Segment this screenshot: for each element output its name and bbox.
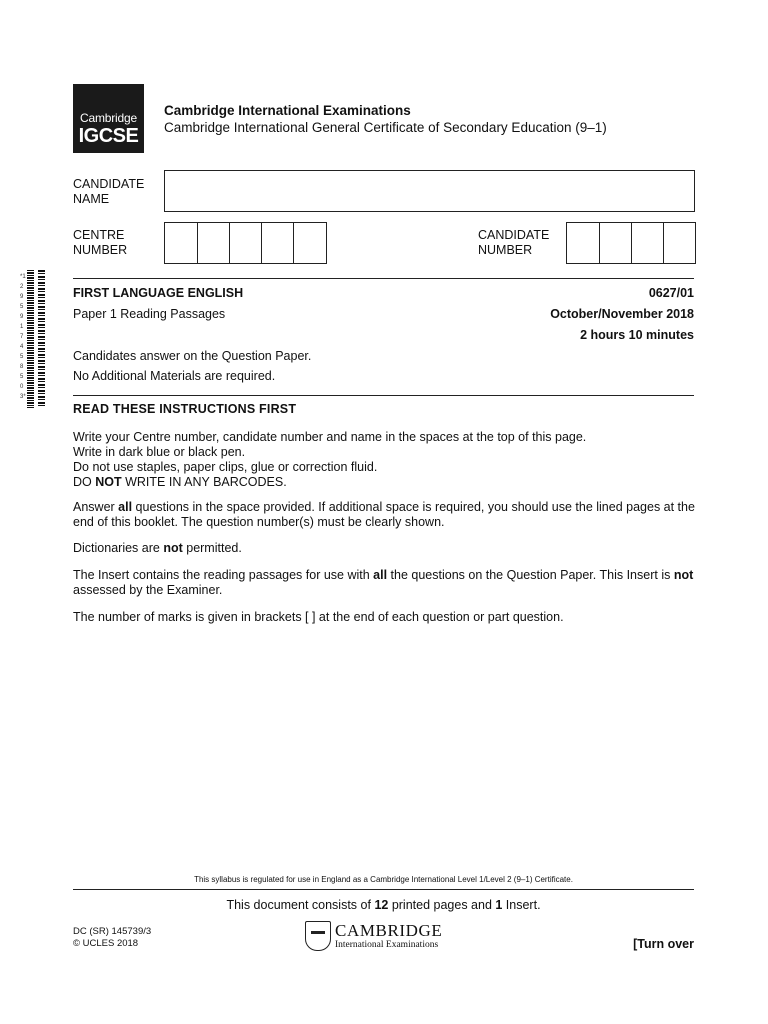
instruction-paragraph-insert bbox=[73, 568, 695, 598]
qualification-subtitle: Cambridge International General Certificate of Secondary Education (9–1) bbox=[164, 120, 607, 135]
centre-number-label-line2: NUMBER bbox=[73, 243, 128, 257]
cambridge-wordmark-sub: International Examinations bbox=[335, 940, 439, 950]
instructions-block-1 bbox=[73, 430, 695, 490]
centre-number-cell[interactable] bbox=[294, 223, 326, 263]
logo-line2: IGCSE bbox=[78, 125, 139, 147]
text-run: printed pages and bbox=[388, 898, 496, 912]
candidate-number-label-line2: NUMBER bbox=[478, 243, 533, 257]
centre-number-cell[interactable] bbox=[165, 223, 198, 263]
divider bbox=[73, 395, 694, 396]
divider bbox=[73, 278, 694, 279]
barcode-bars bbox=[38, 270, 45, 408]
text-run: DO bbox=[73, 475, 96, 489]
candidate-name-label bbox=[73, 177, 144, 207]
page-count-note bbox=[73, 898, 694, 912]
cambridge-wordmark: CAMBRIDGE bbox=[335, 921, 443, 940]
instruction-line: Do not use staples, paper clips, glue or correction fluid. bbox=[73, 460, 378, 474]
instruction-paragraph-marks: The number of marks is given in brackets [ ] at the end of each question or part question. bbox=[73, 610, 564, 624]
barcode-number: *1295917458503* bbox=[20, 274, 26, 400]
paper-name: Paper 1 Reading Passages bbox=[73, 307, 226, 321]
emphasis: not bbox=[163, 541, 183, 555]
cambridge-igcse-logo bbox=[73, 84, 144, 153]
text-run: This document consists of bbox=[226, 898, 375, 912]
candidate-name-label-line2: NAME bbox=[73, 192, 110, 206]
regulation-note: This syllabus is regulated for use in England as a Cambridge International Level 1/Level 2 (9–1) Certificate. bbox=[194, 875, 573, 884]
centre-number-field[interactable] bbox=[164, 222, 327, 264]
centre-number-label bbox=[73, 228, 127, 258]
text-run: questions in the space provided. If additional space is required, you should use the lined pages at the end of this booklet. The question number(s) must be clearly shown. bbox=[73, 500, 695, 529]
cambridge-logo bbox=[305, 921, 455, 953]
centre-number-cell[interactable] bbox=[230, 223, 262, 263]
candidate-name-label-line1: CANDIDATE bbox=[73, 177, 145, 191]
barcode bbox=[27, 270, 34, 408]
candidate-name-field[interactable] bbox=[164, 170, 695, 212]
candidate-number-cell[interactable] bbox=[567, 223, 600, 263]
emphasis: NOT bbox=[95, 475, 122, 489]
logo-line1: Cambridge bbox=[80, 111, 137, 125]
emphasis: 1 bbox=[495, 898, 503, 912]
candidate-number-cell[interactable] bbox=[600, 223, 632, 263]
centre-number-cell[interactable] bbox=[198, 223, 230, 263]
text-run: the questions on the Question Paper. This Insert is bbox=[387, 568, 674, 582]
candidate-number-label bbox=[478, 228, 549, 258]
divider bbox=[73, 889, 694, 890]
exam-board-title: Cambridge International Examinations bbox=[164, 103, 411, 118]
text-run: assessed by the Examiner. bbox=[73, 583, 223, 597]
text-run: WRITE IN ANY BARCODES. bbox=[121, 475, 287, 489]
exam-duration: 2 hours 10 minutes bbox=[580, 328, 694, 342]
instruction-paragraph-dictionaries bbox=[73, 541, 695, 556]
candidate-number-cell[interactable] bbox=[632, 223, 664, 263]
instruction-line: Write in dark blue or black pen. bbox=[73, 445, 246, 459]
emphasis: all bbox=[118, 500, 133, 514]
materials-note: No Additional Materials are required. bbox=[73, 369, 276, 383]
text-run: Answer bbox=[73, 500, 119, 514]
emphasis: all bbox=[373, 568, 388, 582]
subject-title: FIRST LANGUAGE ENGLISH bbox=[73, 286, 244, 300]
instruction-line: Write your Centre number, candidate number and name in the spaces at the top of this page. bbox=[73, 430, 587, 444]
centre-number-cell[interactable] bbox=[262, 223, 294, 263]
turn-over: [Turn over bbox=[633, 937, 694, 951]
candidate-number-field[interactable] bbox=[566, 222, 696, 264]
candidate-number-cell[interactable] bbox=[664, 223, 695, 263]
paper-code: 0627/01 bbox=[648, 286, 694, 300]
emphasis: 12 bbox=[374, 898, 389, 912]
copyright: © UCLES 2018 bbox=[73, 938, 139, 949]
emphasis: not bbox=[673, 568, 694, 582]
reference-code: DC (SR) 145739/3 bbox=[73, 926, 152, 937]
instruction-paragraph-answer bbox=[73, 500, 695, 530]
exam-session: October/November 2018 bbox=[550, 307, 694, 321]
instruction-line bbox=[73, 475, 695, 490]
text-run: permitted. bbox=[182, 541, 242, 555]
document-reference bbox=[73, 926, 151, 950]
text-run: Insert. bbox=[502, 898, 541, 912]
candidate-number-label-line1: CANDIDATE bbox=[478, 228, 550, 242]
text-run: The Insert contains the reading passages for use with bbox=[73, 568, 374, 582]
centre-number-label-line1: CENTRE bbox=[73, 228, 125, 242]
instructions-heading: READ THESE INSTRUCTIONS FIRST bbox=[73, 402, 297, 416]
text-run: Dictionaries are bbox=[73, 541, 164, 555]
answer-note: Candidates answer on the Question Paper. bbox=[73, 349, 312, 363]
crest-icon bbox=[305, 921, 331, 951]
